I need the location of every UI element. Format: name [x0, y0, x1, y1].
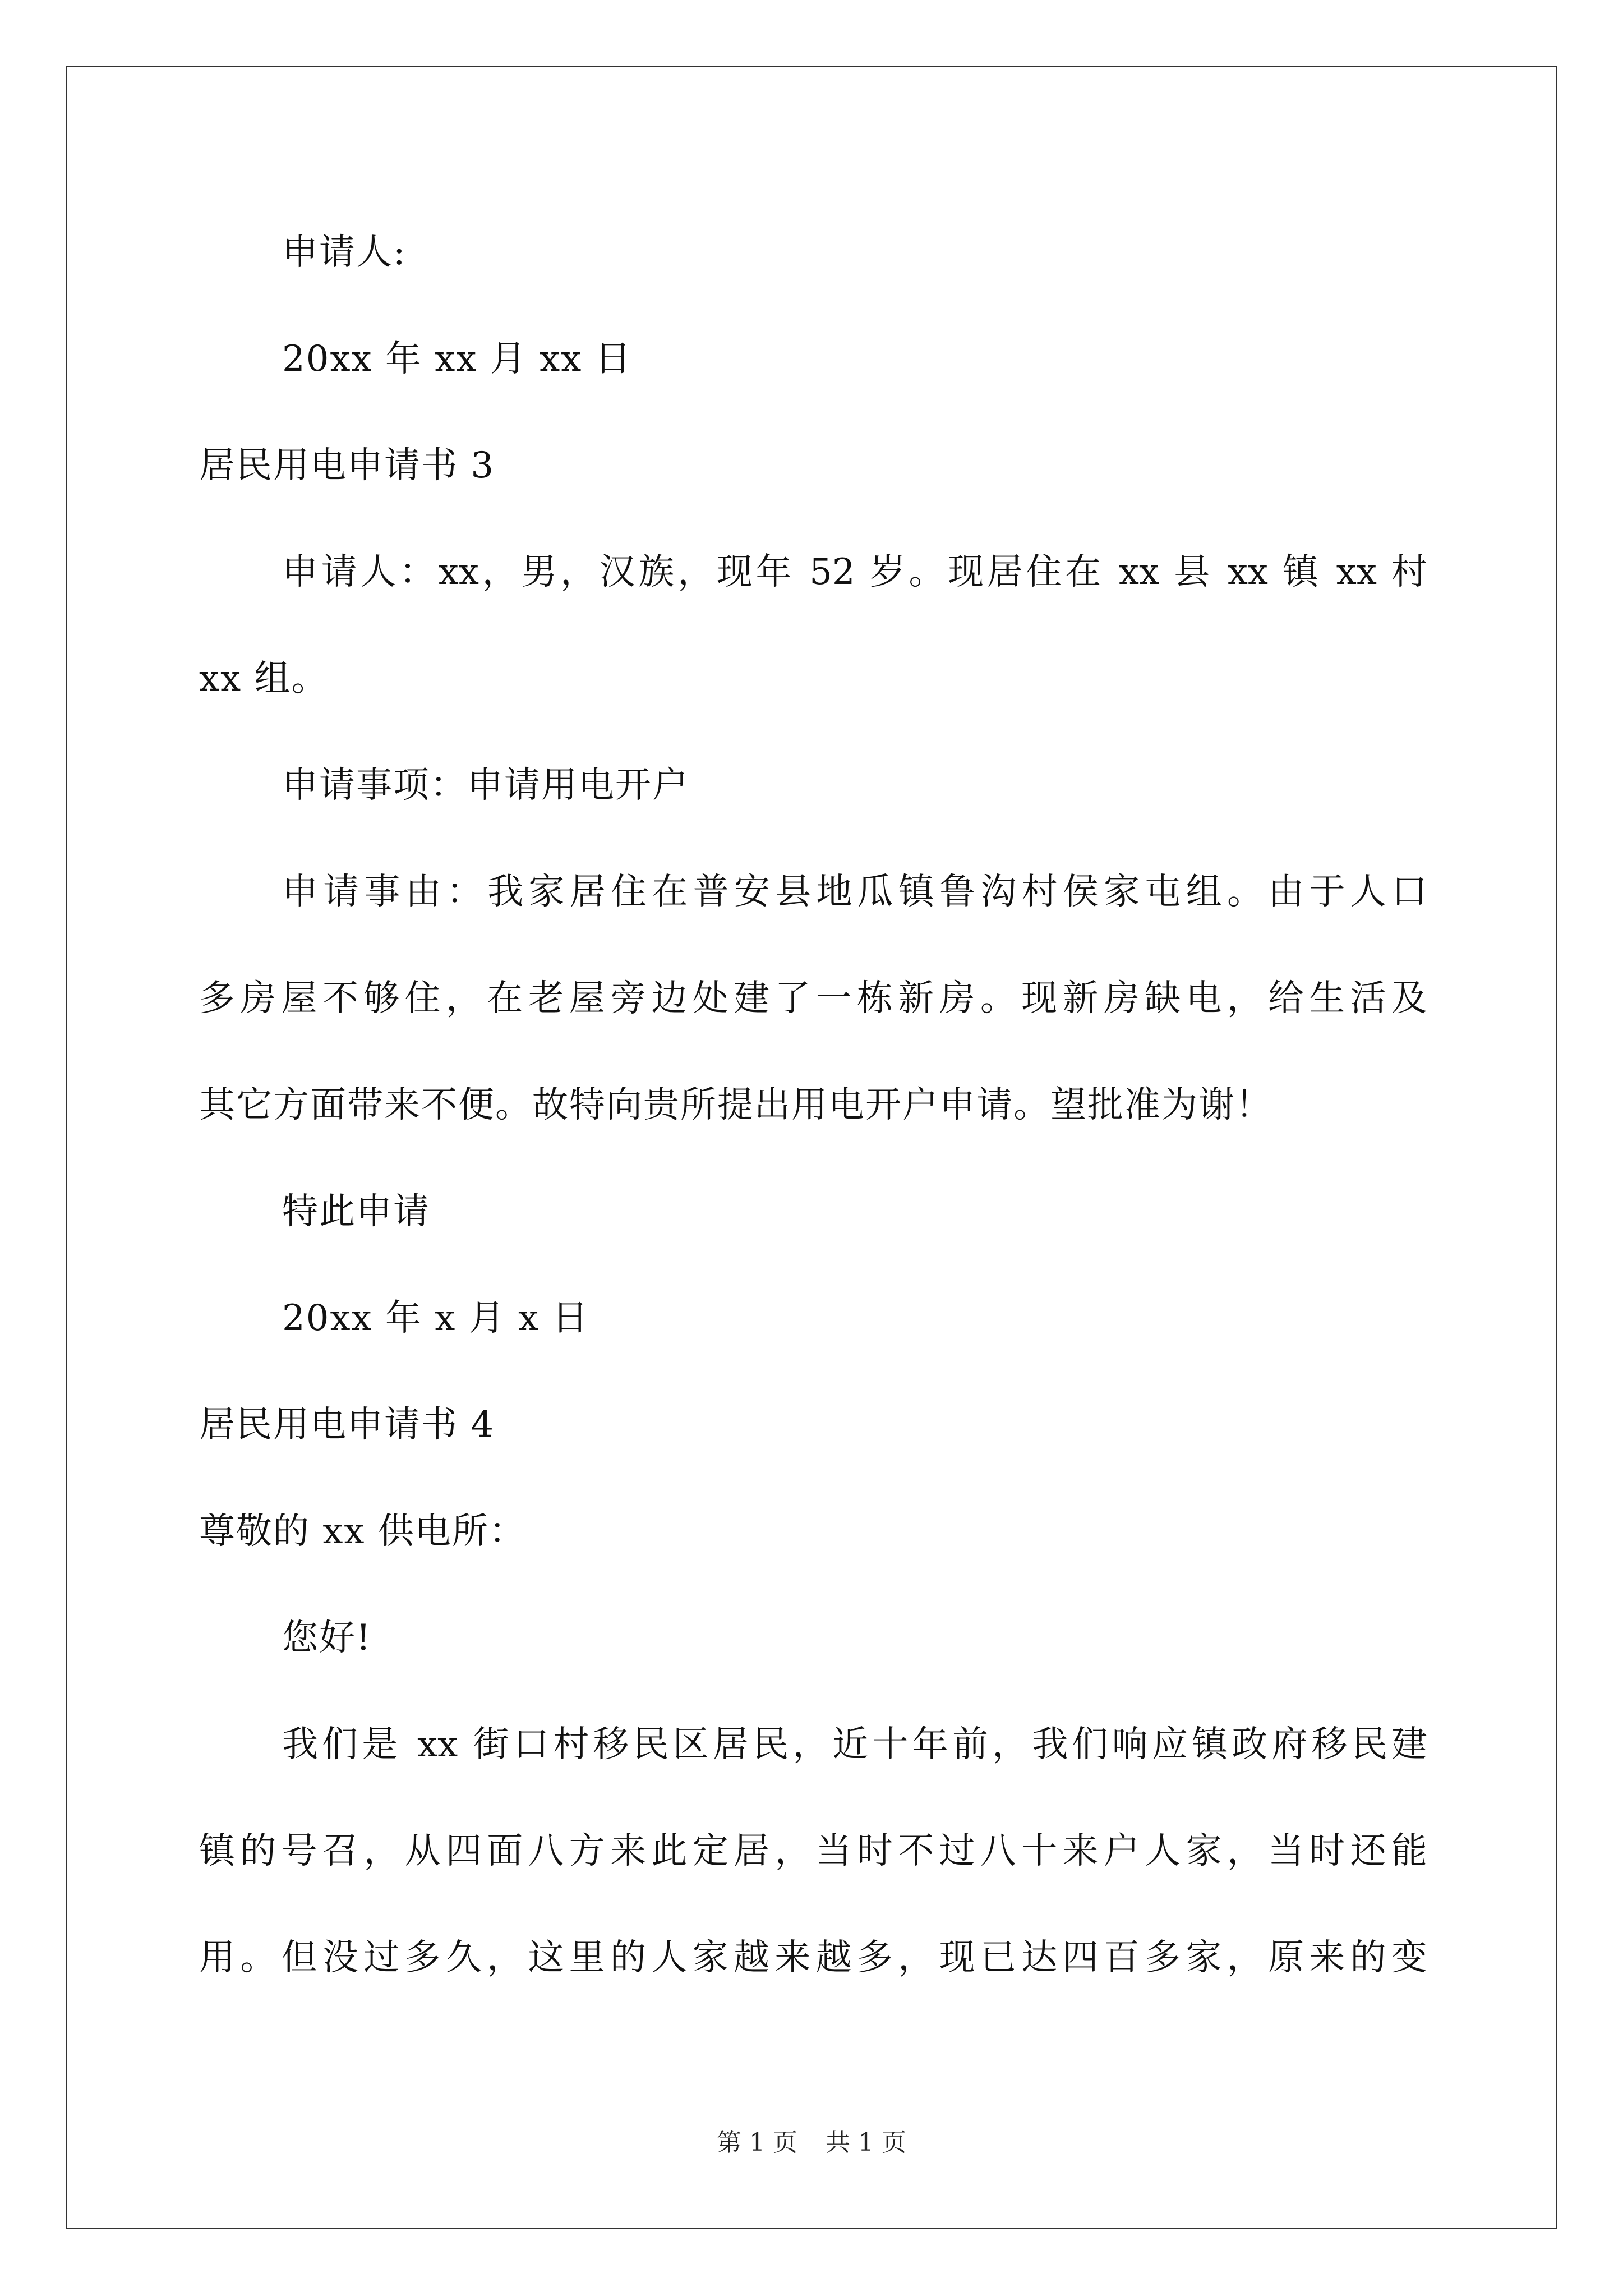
paragraph-line: 镇的号召，从四面八方来此定居，当时不过八十来户人家，当时还能	[199, 1830, 1427, 1872]
paragraph-line: 申请人：xx，男，汉族，现年 52 岁。现居住在 xx 县 xx 镇 xx 村	[282, 551, 1427, 593]
page-border	[66, 66, 1557, 2229]
paragraph-line: 用。但没过多久，这里的人家越来越多，现已达四百多家，原来的变	[199, 1937, 1427, 1978]
applicant-label: 申请人:	[282, 232, 407, 273]
paragraph-line: 我们是 xx 街口村移民区居民，近十年前，我们响应镇政府移民建	[282, 1724, 1427, 1765]
page-total: 共 1 页	[826, 2128, 906, 2157]
salutation: 尊敬的 xx 供电所：	[199, 1511, 526, 1552]
paragraph-line: 申请事由：我家居住在普安县地瓜镇鲁沟村侯家屯组。由于人口	[282, 871, 1427, 913]
date-line: 20xx 年 x 月 x 日	[282, 1297, 589, 1339]
paragraph-line: 多房屋不够住，在老屋旁边处建了一栋新房。现新房缺电，给生活及	[199, 978, 1427, 1019]
page-footer	[0, 2126, 1623, 2160]
date-line: 20xx 年 xx 月 xx 日	[282, 338, 632, 380]
section-heading-3: 居民用电申请书 3	[199, 445, 495, 486]
paragraph-line: xx 组。	[199, 658, 329, 700]
greeting: 您好!	[282, 1617, 372, 1659]
closing-line: 特此申请	[282, 1191, 430, 1232]
application-item: 申请事项：申请用电开户	[282, 765, 689, 806]
page-number: 第 1 页	[717, 2128, 797, 2157]
section-heading-4: 居民用电申请书 4	[199, 1404, 495, 1446]
paragraph-line: 其它方面带来不便。故特向贵所提出用电开户申请。望批准为谢！	[199, 1084, 1272, 1126]
